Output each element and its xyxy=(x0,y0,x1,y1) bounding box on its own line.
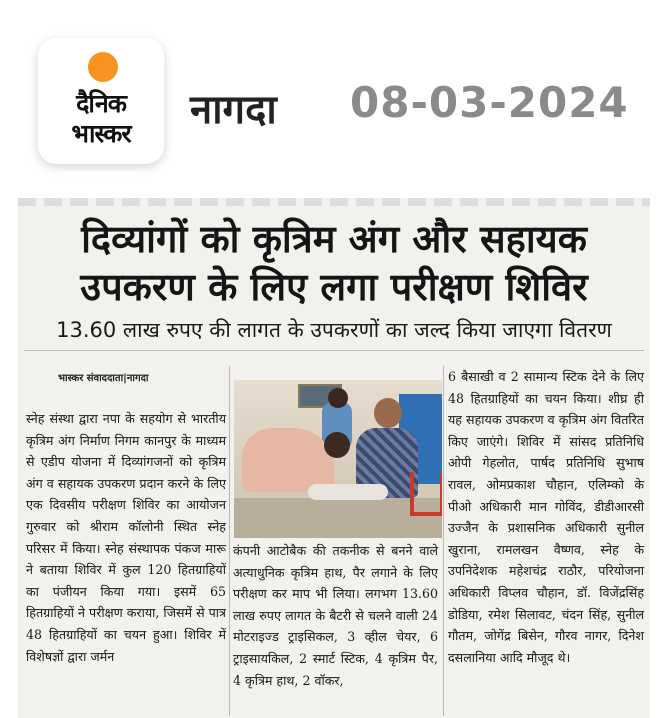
dainik-bhaskar-logo xyxy=(38,38,164,164)
technician xyxy=(242,428,334,492)
logo-line2: भास्कर xyxy=(71,119,131,148)
newspaper-clipping xyxy=(18,198,650,718)
sun-icon xyxy=(88,52,118,82)
headline-line2: उपकरण के लिए लगा परीक्षण शिविर xyxy=(80,265,588,309)
page-header xyxy=(0,0,663,185)
logo-line1: दैनिक xyxy=(76,89,126,118)
edition-date: 08-03-2024 xyxy=(350,78,629,127)
column-divider xyxy=(229,366,230,716)
column-divider xyxy=(443,366,444,716)
divider xyxy=(24,350,644,351)
article-column-1: स्नेह संस्था द्वारा नपा के सहयोग से भारतीय कृत्रिम अंग निर्माण निगम कानपुर के माध्यम से एडीप योजना में दिव्यांगजनों को कृत्रिम अंग व सहायक उपकरण प्रदान करने के लिए एक दिवसीय परीक्षण शिविर का आयोजन गुरुवार को श्रीराम कॉलोनी स्थित स्नेह परिसर में किया। स्नेह संस्थापक पंकज मारू ने बताया शिविर में कुल 120 हितग्राहियों का पंजीयन किया गया। इसमें 65 हितग्राहियों ने परीक्षण कराया, जिसमें से पात्र 48 हितग्राहियों का चयन हुआ। शिविर में विशेषज्ञों द्वारा जर्मन xyxy=(26,411,226,664)
patient-leg xyxy=(308,484,388,500)
camp-photo xyxy=(234,380,442,538)
article-column-3: 6 बैसाखी व 2 सामान्य स्टिक देने के लिए 48 हितग्राहियों का चयन किया। शीघ्र ही यह सहायक उपकरण व कृत्रिम अंग वितरित किए जाएंगे। शिविर में सांसद प्रतिनिधि ओपी गेहलोत, पार्षद प्रतिनिधि सुभाष रावल, ओमप्रकाश चौहान, एलिम्को के पीओ अधिकारी मान गोविंद, डीडीआरसी उज्जैन के प्रशासनिक अधिकारी सुनील खुराना, रामलखन वैष्णव, स्नेह के उपनिदेशक महेशचंद्र राठौर, परियोजना अधिकारी विप्लव चौहान, डॉ. विजेंद्रसिंह डोडिया, रमेश सिलावट, चंदन सिंह, सुनील गौतम, जोगेंद्र बिसेन, गौरव नागर, दिनेश दसलानिया आदि मौजूद थे। xyxy=(448,369,644,665)
headline-line1: दिव्यांगों को कृत्रिम अंग और सहायक xyxy=(81,217,587,261)
clipping-top-edge xyxy=(18,198,650,206)
subheadline: 13.60 लाख रुपए की लागत के उपकरणों का जल्द किया जाएगा वितरण xyxy=(56,318,612,342)
byline: भास्कर संवाददाता|नागदा xyxy=(58,373,149,384)
edition-city: नागदा xyxy=(190,87,277,133)
red-chair xyxy=(410,472,442,516)
article-column-2: कंपनी आटोबैक की तकनीक से बनने वाले अत्याधुनिक कृत्रिम हाथ, पैर लगाने के लिए परीक्षण कर माप भी लिया। लगभग 13.60 लाख रुपए लागत के बैटरी से चलने वाली 24 मोटराइज्ड ट्राइसिकल, 3 व्हील चेयर, 6 ट्राइसायकिल, 2 स्मार्ट स्टिक, 4 कृत्रिम पैर, 4 कृत्रिम हाथ, 2 वॉकर, xyxy=(233,543,438,688)
